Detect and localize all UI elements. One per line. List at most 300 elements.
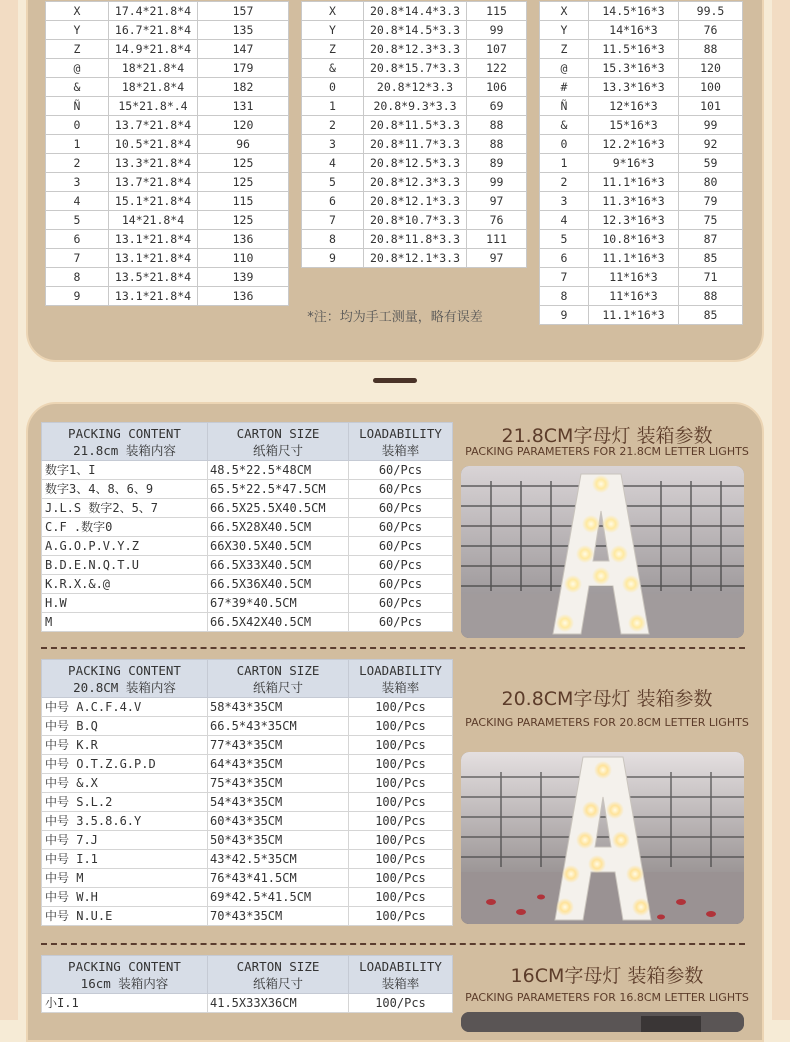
- size-cell: 20.8*10.7*3.3: [364, 211, 467, 230]
- size-cell: 20.8*11.7*3.3: [364, 135, 467, 154]
- packing-row: [42, 594, 453, 613]
- dimension-row: [46, 154, 289, 173]
- loadability-cell: 60/Pcs: [349, 499, 453, 518]
- dimension-row: [302, 249, 527, 268]
- carton-size-cell: 54*43*35CM: [208, 793, 349, 812]
- weight-cell: 101: [679, 97, 743, 116]
- letter-cell: &: [46, 78, 109, 97]
- dimension-row: [540, 116, 743, 135]
- section-divider: [373, 378, 417, 383]
- dimension-row: [540, 40, 743, 59]
- loadability-cell: 100/Pcs: [349, 831, 453, 850]
- loadability-cell: 100/Pcs: [349, 888, 453, 907]
- packing-table-21-8cm: [41, 422, 453, 632]
- header-loadability: LOADABILITY 装箱率: [349, 423, 453, 461]
- weight-cell: 80: [679, 173, 743, 192]
- weight-cell: 85: [679, 249, 743, 268]
- header-loadability: LOADABILITY 装箱率: [349, 660, 453, 698]
- dashed-separator-1: [41, 647, 745, 649]
- letter-cell: Z: [540, 40, 589, 59]
- weight-cell: 99: [467, 21, 527, 40]
- dimension-row: [540, 287, 743, 306]
- loadability-cell: 100/Pcs: [349, 774, 453, 793]
- loadability-cell: 60/Pcs: [349, 461, 453, 480]
- header-carton-size: CARTON SIZE 纸箱尺寸: [208, 956, 349, 994]
- letter-cell: 1: [302, 97, 364, 116]
- loadability-cell: 100/Pcs: [349, 717, 453, 736]
- letter-cell: 6: [46, 230, 109, 249]
- letter-cell: 5: [302, 173, 364, 192]
- size-cell: 17.4*21.8*4: [109, 2, 198, 21]
- packing-row: [42, 850, 453, 869]
- size-cell: 11.5*16*3: [589, 40, 679, 59]
- dimension-row: [46, 211, 289, 230]
- dimension-row: [46, 135, 289, 154]
- packing-content-cell: 中号 &.X: [42, 774, 208, 793]
- loadability-cell: 60/Pcs: [349, 594, 453, 613]
- dimension-row: [302, 135, 527, 154]
- weight-cell: 96: [198, 135, 289, 154]
- size-cell: 20.8*11.8*3.3: [364, 230, 467, 249]
- size-cell: 15.1*21.8*4: [109, 192, 198, 211]
- size-cell: 13.1*21.8*4: [109, 249, 198, 268]
- measurement-note: *注：均为手工测量，略有误差: [307, 310, 483, 325]
- loadability-cell: 100/Pcs: [349, 755, 453, 774]
- section-2-title: 20.8CM字母灯 装箱参数: [501, 688, 713, 710]
- weight-cell: 89: [467, 154, 527, 173]
- packing-content-cell: C.F .数字0: [42, 518, 208, 537]
- letter-cell: 0: [302, 78, 364, 97]
- right-border: [772, 0, 790, 1020]
- letter-cell: @: [540, 59, 589, 78]
- weight-cell: 99: [467, 173, 527, 192]
- size-cell: 13.3*21.8*4: [109, 154, 198, 173]
- section-3-title: 16CM字母灯 装箱参数: [510, 965, 704, 987]
- packing-content-cell: 中号 N.U.E: [42, 907, 208, 926]
- packing-content-cell: 小I.1: [42, 994, 208, 1013]
- weight-cell: 135: [198, 21, 289, 40]
- letter-cell: Y: [540, 21, 589, 40]
- size-cell: 18*21.8*4: [109, 78, 198, 97]
- weight-cell: 125: [198, 173, 289, 192]
- dimension-row: [302, 78, 527, 97]
- letter-cell: Ñ: [46, 97, 109, 116]
- weight-cell: 97: [467, 249, 527, 268]
- carton-size-cell: 76*43*41.5CM: [208, 869, 349, 888]
- loadability-cell: 100/Pcs: [349, 907, 453, 926]
- dimension-row: [302, 230, 527, 249]
- weight-cell: 92: [679, 135, 743, 154]
- packing-content-cell: 中号 3.5.8.6.Y: [42, 812, 208, 831]
- letter-cell: 0: [46, 116, 109, 135]
- packing-content-cell: 中号 A.C.F.4.V: [42, 698, 208, 717]
- packing-row: [42, 793, 453, 812]
- packing-row: [42, 888, 453, 907]
- letter-cell: 0: [540, 135, 589, 154]
- letter-cell: 8: [46, 268, 109, 287]
- packing-table-16cm: [41, 955, 453, 1013]
- weight-cell: 115: [467, 2, 527, 21]
- weight-cell: 182: [198, 78, 289, 97]
- dimension-row: [540, 154, 743, 173]
- letter-cell: 5: [46, 211, 109, 230]
- packing-content-cell: A.G.O.P.V.Y.Z: [42, 537, 208, 556]
- packing-content-cell: J.L.S 数字2、5、7: [42, 499, 208, 518]
- packing-row: [42, 994, 453, 1013]
- size-cell: 20.8*12.1*3.3: [364, 249, 467, 268]
- dimension-row: [46, 249, 289, 268]
- letter-cell: 4: [46, 192, 109, 211]
- dimension-row: [302, 116, 527, 135]
- weight-cell: 88: [679, 40, 743, 59]
- header-carton-size: CARTON SIZE 纸箱尺寸: [208, 660, 349, 698]
- letter-cell: 9: [46, 287, 109, 306]
- weight-cell: 125: [198, 154, 289, 173]
- weight-cell: 139: [198, 268, 289, 287]
- letter-cell: 4: [540, 211, 589, 230]
- carton-size-cell: 64*43*35CM: [208, 755, 349, 774]
- packing-row: [42, 831, 453, 850]
- dimension-row: [302, 59, 527, 78]
- weight-cell: 107: [467, 40, 527, 59]
- carton-size-cell: 66.5*43*35CM: [208, 717, 349, 736]
- carton-size-cell: 66.5X25.5X40.5CM: [208, 499, 349, 518]
- letter-a-photo-2: [461, 752, 744, 924]
- weight-cell: 115: [198, 192, 289, 211]
- carton-size-cell: 66.5X33X40.5CM: [208, 556, 349, 575]
- carton-size-cell: 60*43*35CM: [208, 812, 349, 831]
- weight-cell: 106: [467, 78, 527, 97]
- weight-cell: 97: [467, 192, 527, 211]
- letter-cell: @: [46, 59, 109, 78]
- letter-cell: 1: [540, 154, 589, 173]
- letter-cell: 7: [302, 211, 364, 230]
- dimension-row: [302, 40, 527, 59]
- loadability-cell: 100/Pcs: [349, 850, 453, 869]
- dimension-row: [540, 230, 743, 249]
- size-cell: 13.1*21.8*4: [109, 230, 198, 249]
- size-cell: 11.1*16*3: [589, 249, 679, 268]
- loadability-cell: 100/Pcs: [349, 736, 453, 755]
- packing-row: [42, 698, 453, 717]
- dimension-table-20-8cm: [301, 1, 527, 268]
- size-cell: 15.3*16*3: [589, 59, 679, 78]
- dimension-panel: [26, 0, 764, 362]
- loadability-cell: 60/Pcs: [349, 575, 453, 594]
- carton-size-cell: 70*43*35CM: [208, 907, 349, 926]
- size-cell: 11*16*3: [589, 268, 679, 287]
- size-cell: 12.3*16*3: [589, 211, 679, 230]
- loadability-cell: 100/Pcs: [349, 869, 453, 888]
- carton-size-cell: 69*42.5*41.5CM: [208, 888, 349, 907]
- carton-size-cell: 43*42.5*35CM: [208, 850, 349, 869]
- letter-cell: 2: [540, 173, 589, 192]
- size-cell: 15*21.8*.4: [109, 97, 198, 116]
- carton-size-cell: 67*39*40.5CM: [208, 594, 349, 613]
- size-cell: 20.8*9.3*3.3: [364, 97, 467, 116]
- carton-size-cell: 48.5*22.5*48CM: [208, 461, 349, 480]
- packing-row: [42, 812, 453, 831]
- weight-cell: 79: [679, 192, 743, 211]
- loadability-cell: 60/Pcs: [349, 480, 453, 499]
- header-carton-size: CARTON SIZE 纸箱尺寸: [208, 423, 349, 461]
- carton-size-cell: 41.5X33X36CM: [208, 994, 349, 1013]
- letter-cell: 5: [540, 230, 589, 249]
- dimension-row: [46, 116, 289, 135]
- size-cell: 15*16*3: [589, 116, 679, 135]
- dimension-row: [46, 21, 289, 40]
- dimension-row: [46, 268, 289, 287]
- packing-table-20-8cm: [41, 659, 453, 926]
- size-cell: 12.2*16*3: [589, 135, 679, 154]
- size-cell: 20.8*14.4*3.3: [364, 2, 467, 21]
- packing-content-cell: 中号 I.1: [42, 850, 208, 869]
- packing-row: [42, 537, 453, 556]
- section-2-subtitle: PACKING PARAMETERS FOR 20.8CM LETTER LIGHTS: [465, 716, 749, 729]
- letter-cell: 8: [302, 230, 364, 249]
- dimension-row: [302, 154, 527, 173]
- dimension-row: [540, 59, 743, 78]
- size-cell: 14*21.8*4: [109, 211, 198, 230]
- letter-cell: #: [540, 78, 589, 97]
- packing-row: [42, 480, 453, 499]
- dashed-separator-2: [41, 943, 745, 945]
- size-cell: 13.5*21.8*4: [109, 268, 198, 287]
- letter-cell: &: [540, 116, 589, 135]
- loadability-cell: 60/Pcs: [349, 537, 453, 556]
- weight-cell: 99.5: [679, 2, 743, 21]
- letter-cell: X: [540, 2, 589, 21]
- weight-cell: 75: [679, 211, 743, 230]
- carton-size-cell: 66.5X28X40.5CM: [208, 518, 349, 537]
- size-cell: 14*16*3: [589, 21, 679, 40]
- packing-row: [42, 736, 453, 755]
- packing-content-cell: B.D.E.N.Q.T.U: [42, 556, 208, 575]
- dimension-row: [46, 40, 289, 59]
- dimension-row: [540, 97, 743, 116]
- size-cell: 11*16*3: [589, 287, 679, 306]
- size-cell: 20.8*12.5*3.3: [364, 154, 467, 173]
- size-cell: 20.8*14.5*3.3: [364, 21, 467, 40]
- loadability-cell: 100/Pcs: [349, 994, 453, 1013]
- letter-a-lamp-image: [461, 466, 744, 638]
- dimension-row: [540, 249, 743, 268]
- packing-content-cell: 中号 B.Q: [42, 717, 208, 736]
- loadability-cell: 100/Pcs: [349, 698, 453, 717]
- weight-cell: 120: [198, 116, 289, 135]
- size-cell: 13.7*21.8*4: [109, 173, 198, 192]
- size-cell: 10.8*16*3: [589, 230, 679, 249]
- packing-row: [42, 907, 453, 926]
- packing-content-cell: 中号 S.L.2: [42, 793, 208, 812]
- dimension-table-16cm: [539, 1, 743, 325]
- packing-row: [42, 755, 453, 774]
- dimension-row: [540, 78, 743, 97]
- dimension-row: [46, 173, 289, 192]
- size-cell: 20.8*12.3*3.3: [364, 173, 467, 192]
- size-cell: 20.8*11.5*3.3: [364, 116, 467, 135]
- weight-cell: 76: [467, 211, 527, 230]
- loadability-cell: 100/Pcs: [349, 793, 453, 812]
- weight-cell: 136: [198, 230, 289, 249]
- packing-row: [42, 575, 453, 594]
- weight-cell: 179: [198, 59, 289, 78]
- weight-cell: 111: [467, 230, 527, 249]
- weight-cell: 76: [679, 21, 743, 40]
- dimension-row: [540, 268, 743, 287]
- section-3-subtitle: PACKING PARAMETERS FOR 16.8CM LETTER LIGHTS: [465, 991, 749, 1004]
- packing-row: [42, 869, 453, 888]
- dimension-row: [540, 173, 743, 192]
- packing-row: [42, 613, 453, 632]
- dimension-row: [46, 230, 289, 249]
- left-border: [0, 0, 18, 1020]
- carton-size-cell: 77*43*35CM: [208, 736, 349, 755]
- packing-row: [42, 518, 453, 537]
- weight-cell: 122: [467, 59, 527, 78]
- packing-content-cell: 中号 O.T.Z.G.P.D: [42, 755, 208, 774]
- letter-cell: 9: [302, 249, 364, 268]
- weight-cell: 125: [198, 211, 289, 230]
- packing-content-cell: H.W: [42, 594, 208, 613]
- loadability-cell: 60/Pcs: [349, 613, 453, 632]
- weight-cell: 120: [679, 59, 743, 78]
- packing-content-cell: 中号 7.J: [42, 831, 208, 850]
- size-cell: 20.8*12*3.3: [364, 78, 467, 97]
- letter-cell: 8: [540, 287, 589, 306]
- weight-cell: 59: [679, 154, 743, 173]
- size-cell: 20.8*12.1*3.3: [364, 192, 467, 211]
- size-cell: 13.1*21.8*4: [109, 287, 198, 306]
- weight-cell: 99: [679, 116, 743, 135]
- weight-cell: 131: [198, 97, 289, 116]
- letter-photo-3: [461, 1012, 744, 1032]
- letter-cell: Y: [302, 21, 364, 40]
- carton-size-cell: 58*43*35CM: [208, 698, 349, 717]
- size-cell: 10.5*21.8*4: [109, 135, 198, 154]
- weight-cell: 71: [679, 268, 743, 287]
- letter-lamp-image: [461, 1012, 744, 1032]
- packing-content-cell: M: [42, 613, 208, 632]
- size-cell: 13.3*16*3: [589, 78, 679, 97]
- letter-cell: &: [302, 59, 364, 78]
- size-cell: 18*21.8*4: [109, 59, 198, 78]
- dimension-row: [540, 2, 743, 21]
- letter-cell: 3: [46, 173, 109, 192]
- letter-a-photo-1: [461, 466, 744, 638]
- letter-cell: 9: [540, 306, 589, 325]
- letter-cell: 4: [302, 154, 364, 173]
- weight-cell: 100: [679, 78, 743, 97]
- size-cell: 11.3*16*3: [589, 192, 679, 211]
- dimension-row: [302, 2, 527, 21]
- size-cell: 14.5*16*3: [589, 2, 679, 21]
- letter-cell: 2: [302, 116, 364, 135]
- packing-content-cell: 数字1、I: [42, 461, 208, 480]
- dimension-row: [46, 2, 289, 21]
- size-cell: 12*16*3: [589, 97, 679, 116]
- size-cell: 20.8*15.7*3.3: [364, 59, 467, 78]
- packing-content-cell: K.R.X.&.@: [42, 575, 208, 594]
- weight-cell: 88: [467, 116, 527, 135]
- carton-size-cell: 66X30.5X40.5CM: [208, 537, 349, 556]
- dimension-row: [46, 59, 289, 78]
- packing-row: [42, 499, 453, 518]
- dimension-row: [540, 135, 743, 154]
- weight-cell: 69: [467, 97, 527, 116]
- packing-content-cell: 中号 M: [42, 869, 208, 888]
- carton-size-cell: 50*43*35CM: [208, 831, 349, 850]
- packing-content-cell: 中号 W.H: [42, 888, 208, 907]
- loadability-cell: 60/Pcs: [349, 556, 453, 575]
- dimension-row: [302, 173, 527, 192]
- dimension-row: [540, 192, 743, 211]
- packing-row: [42, 556, 453, 575]
- loadability-cell: 100/Pcs: [349, 812, 453, 831]
- letter-cell: 2: [46, 154, 109, 173]
- weight-cell: 87: [679, 230, 743, 249]
- packing-content-cell: 中号 K.R: [42, 736, 208, 755]
- weight-cell: 157: [198, 2, 289, 21]
- weight-cell: 136: [198, 287, 289, 306]
- carton-size-cell: 65.5*22.5*47.5CM: [208, 480, 349, 499]
- size-cell: 11.1*16*3: [589, 306, 679, 325]
- header-packing-content: PACKING CONTENT 21.8cm 装箱内容: [42, 423, 208, 461]
- letter-cell: 3: [302, 135, 364, 154]
- size-cell: 11.1*16*3: [589, 173, 679, 192]
- section-1-subtitle: PACKING PARAMETERS FOR 21.8CM LETTER LIGHTS: [465, 445, 749, 458]
- dimension-row: [540, 21, 743, 40]
- letter-cell: 6: [302, 192, 364, 211]
- size-cell: 14.9*21.8*4: [109, 40, 198, 59]
- dimension-row: [46, 192, 289, 211]
- letter-cell: Ñ: [540, 97, 589, 116]
- weight-cell: 88: [467, 135, 527, 154]
- weight-cell: 147: [198, 40, 289, 59]
- dimension-row: [46, 287, 289, 306]
- packing-row: [42, 461, 453, 480]
- packing-content-cell: 数字3、4、8、6、9: [42, 480, 208, 499]
- loadability-cell: 60/Pcs: [349, 518, 453, 537]
- letter-cell: X: [46, 2, 109, 21]
- letter-cell: X: [302, 2, 364, 21]
- letter-cell: Z: [46, 40, 109, 59]
- size-cell: 20.8*12.3*3.3: [364, 40, 467, 59]
- size-cell: 16.7*21.8*4: [109, 21, 198, 40]
- letter-a-lamp-image: [461, 752, 744, 924]
- carton-size-cell: 66.5X42X40.5CM: [208, 613, 349, 632]
- header-packing-content: PACKING CONTENT 16cm 装箱内容: [42, 956, 208, 994]
- letter-cell: 7: [540, 268, 589, 287]
- packing-row: [42, 774, 453, 793]
- letter-cell: 7: [46, 249, 109, 268]
- letter-cell: 1: [46, 135, 109, 154]
- dimension-row: [302, 192, 527, 211]
- dimension-row: [302, 97, 527, 116]
- dimension-row: [540, 211, 743, 230]
- size-cell: 13.7*21.8*4: [109, 116, 198, 135]
- weight-cell: 110: [198, 249, 289, 268]
- carton-size-cell: 75*43*35CM: [208, 774, 349, 793]
- letter-cell: 3: [540, 192, 589, 211]
- carton-size-cell: 66.5X36X40.5CM: [208, 575, 349, 594]
- section-1-title: 21.8CM字母灯 装箱参数: [501, 425, 713, 447]
- letter-cell: Y: [46, 21, 109, 40]
- dimension-row: [302, 21, 527, 40]
- dimension-row: [302, 211, 527, 230]
- packing-row: [42, 717, 453, 736]
- dimension-row: [46, 78, 289, 97]
